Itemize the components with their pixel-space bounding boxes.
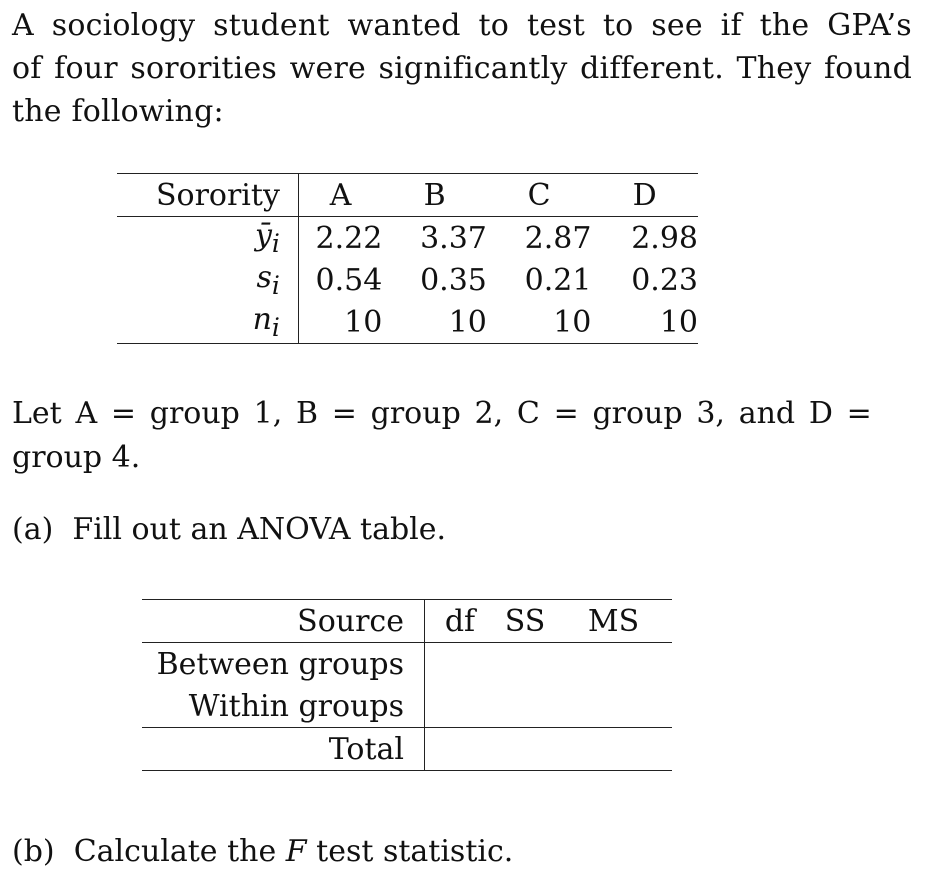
word: sororities: [130, 51, 278, 86]
sorority-header-label: Sorority: [117, 174, 298, 217]
word: =: [331, 396, 357, 431]
table-cell: 2.98: [631, 220, 698, 256]
ss-header: SS: [504, 603, 546, 639]
group-d-header: D: [632, 177, 657, 213]
blank-cell: [425, 685, 496, 728]
blank-cell: [495, 728, 555, 771]
blank-cell: [495, 643, 555, 686]
word: wanted: [347, 8, 461, 43]
group-assignment: [12, 392, 872, 480]
sd-label: $s_i$: [117, 259, 298, 301]
word: sociology: [51, 8, 196, 43]
n-row: [117, 301, 698, 344]
word: Let: [12, 396, 62, 431]
within-groups-label: Within groups: [142, 685, 425, 728]
word: A: [75, 396, 98, 431]
word: =: [110, 396, 137, 431]
anova-header-row: [142, 600, 672, 643]
table-cell: 0.35: [420, 262, 487, 298]
word: group: [592, 396, 683, 431]
blank-cell: [555, 643, 672, 686]
word: B: [295, 396, 319, 431]
total-row: [142, 728, 672, 771]
sd-row: [117, 259, 698, 301]
word: D: [808, 396, 833, 431]
blank-cell: [555, 728, 672, 771]
table-cell: 2.87: [524, 220, 592, 256]
blank-cell: [425, 728, 496, 771]
blank-cell: [425, 643, 496, 686]
table-cell: 10: [659, 304, 698, 340]
between-groups-label: Between groups: [142, 643, 425, 686]
anova-table: [142, 599, 672, 771]
table-cell: 10: [448, 304, 487, 340]
group-c-header: C: [527, 177, 551, 213]
word: different.: [580, 51, 724, 86]
question-b-marker: (b): [12, 834, 55, 869]
table-cell: 0.54: [315, 262, 383, 298]
within-groups-row: [142, 685, 672, 728]
word: GPA’s: [827, 8, 912, 43]
word: to: [478, 8, 510, 43]
word: if: [720, 8, 742, 43]
word: to: [602, 8, 634, 43]
table-cell: 10: [344, 304, 383, 340]
source-header: Source: [142, 600, 425, 643]
table-cell: 2.22: [315, 220, 383, 256]
f-variable: F: [285, 834, 307, 869]
intro-line-3: the following:: [12, 94, 224, 129]
word: of: [12, 51, 42, 86]
df-header: df: [444, 603, 476, 639]
word: They: [736, 51, 812, 86]
total-label: Total: [142, 728, 425, 771]
word: and: [738, 396, 796, 431]
group-assignment-line-1: [12, 392, 872, 436]
mean-row: [117, 217, 698, 260]
group-assignment-line-2: group 4.: [12, 440, 141, 475]
n-label: $n_i$: [117, 301, 298, 344]
word: significantly: [378, 51, 568, 86]
sorority-header-row: [117, 174, 698, 217]
word: were: [289, 51, 366, 86]
table-cell: 3.37: [420, 220, 487, 256]
table-cell: 10: [553, 304, 592, 340]
word: test: [526, 8, 585, 43]
word: see: [651, 8, 703, 43]
word: found: [823, 51, 912, 86]
question-b-text-before: Calculate the: [73, 834, 277, 869]
group-a-header: A: [329, 177, 352, 213]
between-groups-row: [142, 643, 672, 686]
ms-header: MS: [587, 603, 640, 639]
word: four: [54, 51, 118, 86]
table-cell: 0.23: [631, 262, 698, 298]
question-b-text-after: test statistic.: [316, 834, 514, 869]
word: student: [213, 8, 330, 43]
question-a-text: Fill out an ANOVA table.: [72, 512, 447, 547]
sorority-table: [117, 173, 698, 344]
intro-line-1: [12, 4, 912, 47]
group-b-header: B: [423, 177, 446, 213]
word: group: [149, 396, 240, 431]
question-a-marker: (a): [12, 512, 54, 547]
table-cell: 0.21: [524, 262, 592, 298]
word: A: [12, 8, 34, 43]
word: group: [370, 396, 461, 431]
problem-intro: [12, 4, 912, 133]
blank-cell: [495, 685, 555, 728]
word: =: [846, 396, 872, 431]
word: the: [759, 8, 810, 43]
question-a: [12, 512, 446, 547]
intro-line-2: [12, 47, 912, 90]
word: 2,: [474, 396, 504, 431]
mean-label: $ȳ_i$: [117, 217, 298, 260]
word: 1,: [253, 396, 283, 431]
blank-cell: [555, 685, 672, 728]
word: =: [553, 396, 579, 431]
question-b: [12, 834, 513, 869]
word: C: [516, 396, 540, 431]
word: 3,: [696, 396, 725, 431]
